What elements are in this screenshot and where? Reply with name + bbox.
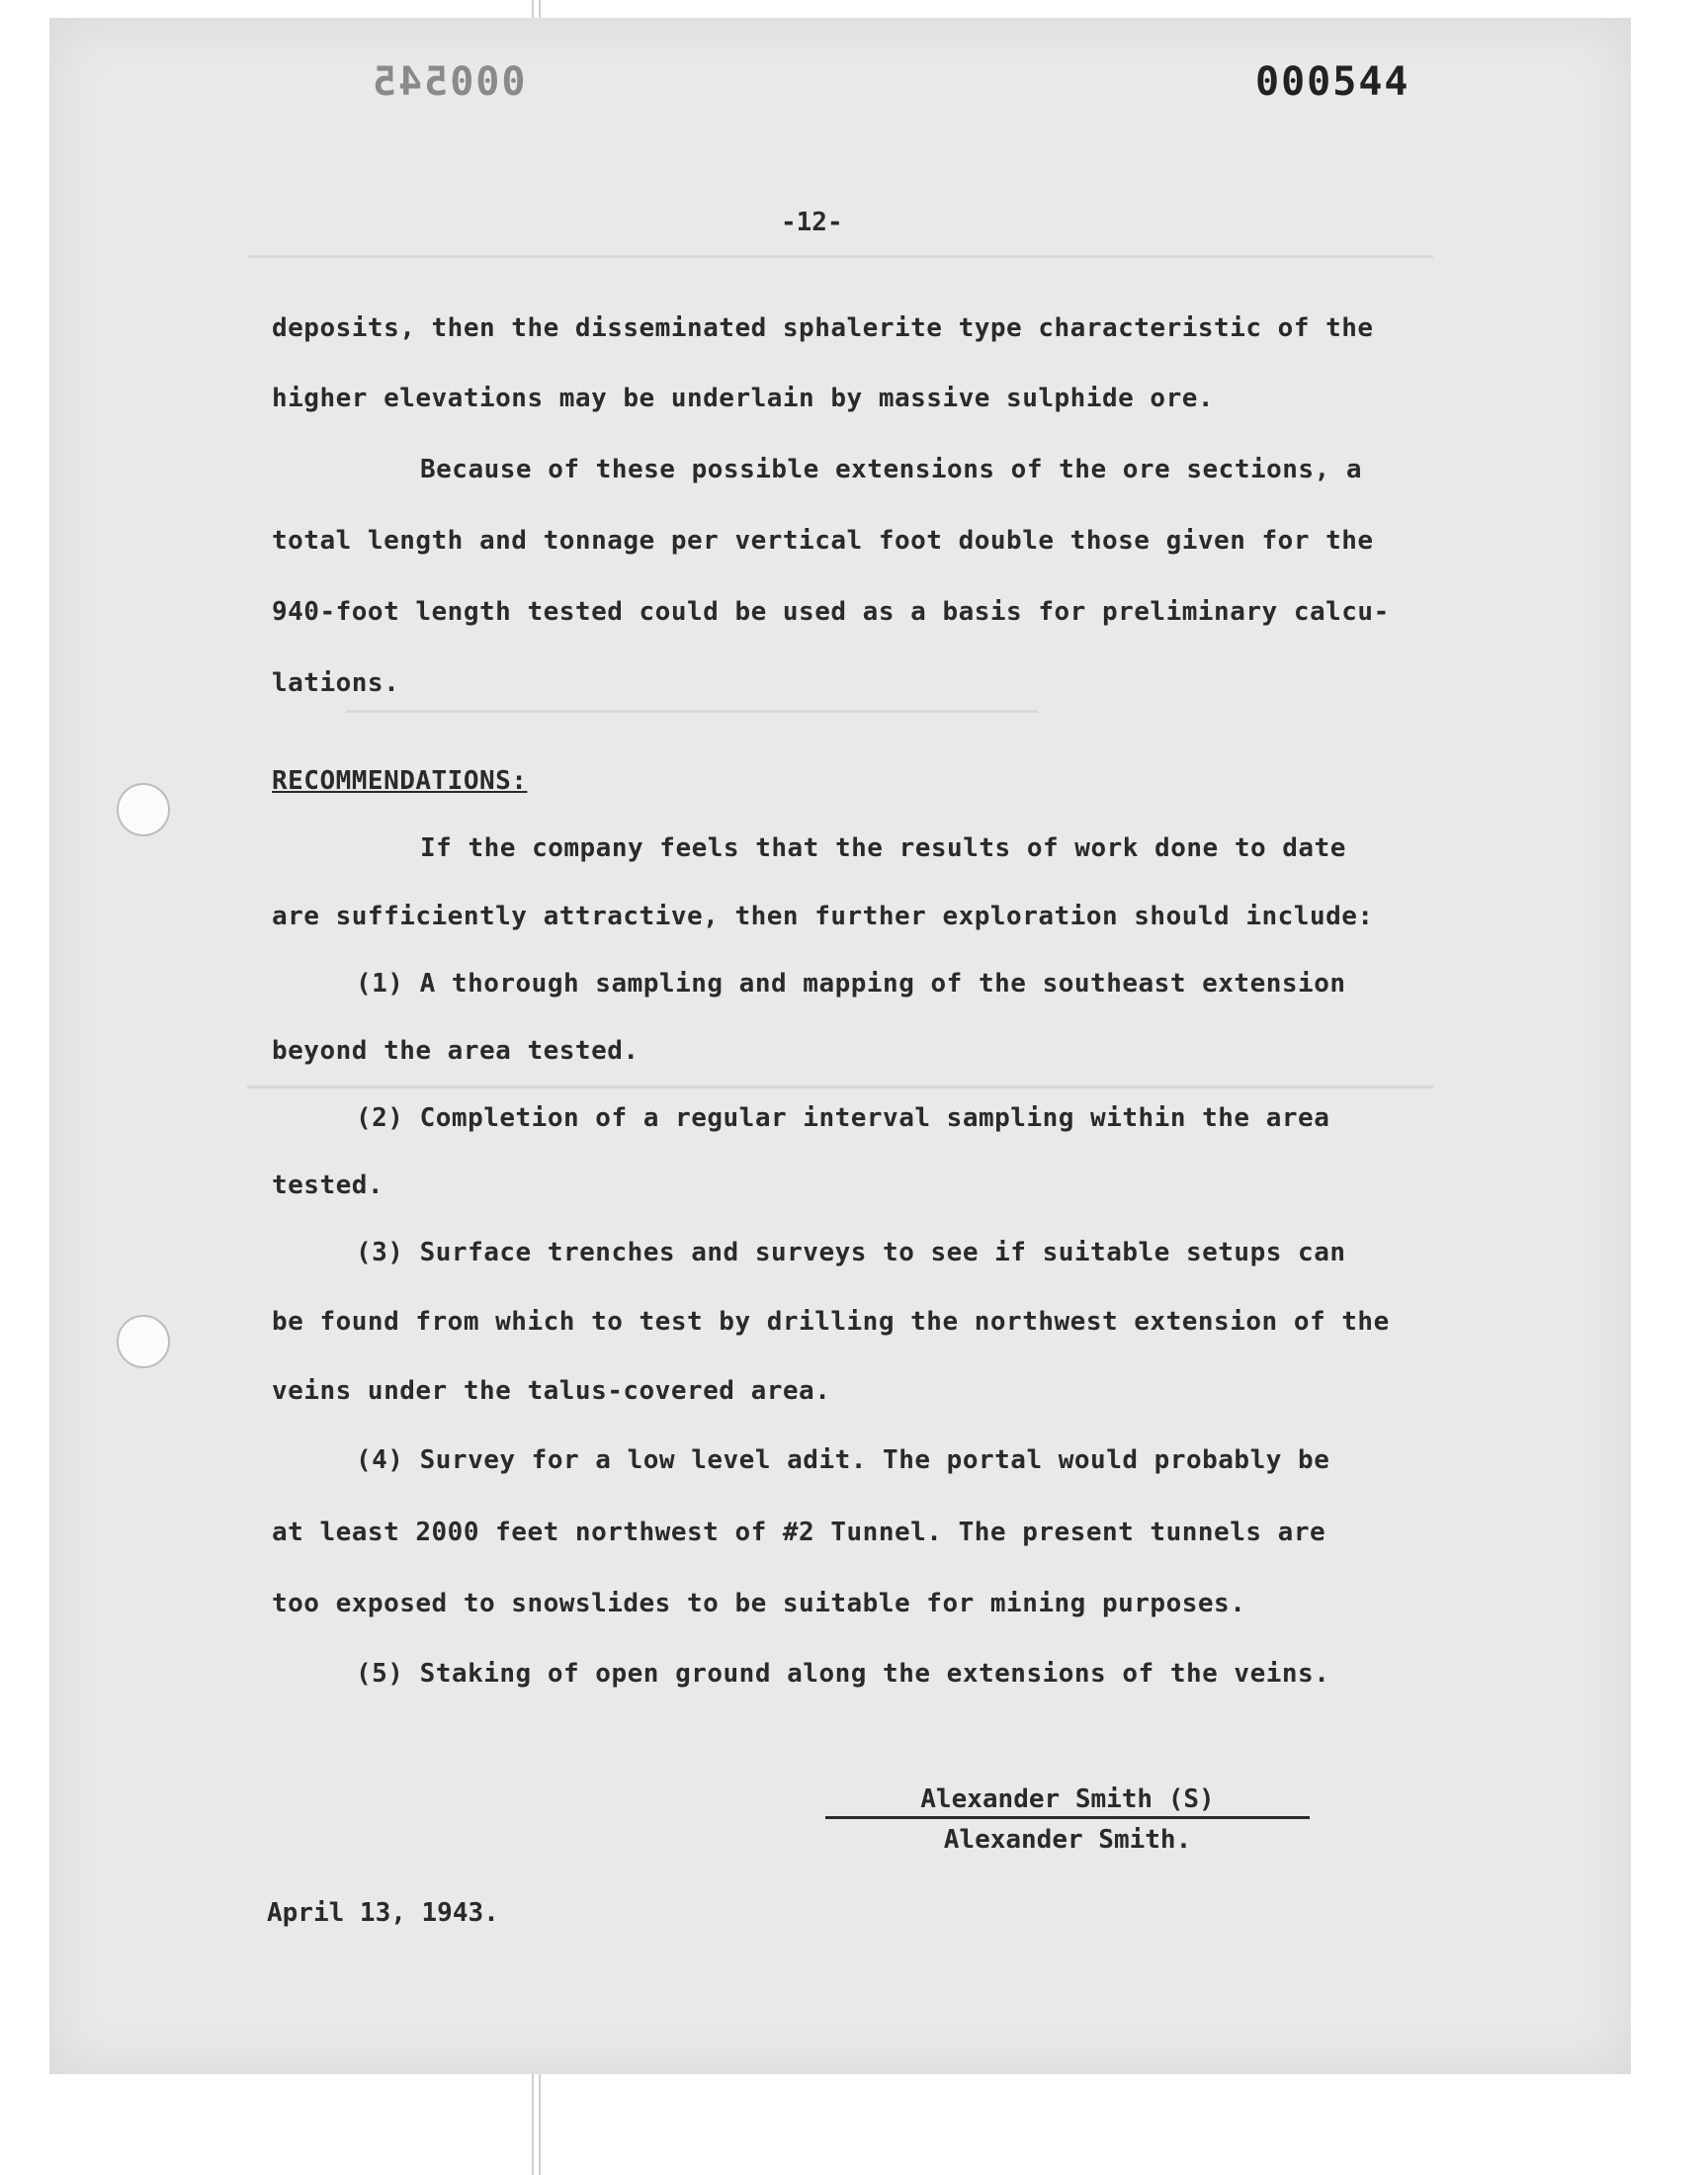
list-item: (3) Surface trenches and surveys to see if suitable setups can [356, 1238, 1346, 1267]
text-line: higher elevations may be underlain by massive sulphide ore. [272, 384, 1215, 413]
list-item: (1) A thorough sampling and mapping of the southeast extension [356, 969, 1346, 999]
punch-hole-top [117, 783, 170, 836]
bates-number: 000544 [1255, 59, 1410, 105]
signer-name: Alexander Smith. [943, 1825, 1192, 1855]
mirrored-bates-number: 000545 [371, 59, 526, 105]
text-line: at least 2000 feet northwest of #2 Tunnel. The present tunnels are [272, 1518, 1326, 1547]
document-date: April 13, 1943. [267, 1898, 499, 1928]
list-item: (2) Completion of a regular interval sampling within the area [356, 1103, 1330, 1133]
text-line: are sufficiently attractive, then further exploration should include: [272, 902, 1374, 931]
text-line: be found from which to test by drilling the northwest extension of the [272, 1307, 1390, 1337]
text-line: too exposed to snowslides to be suitable for mining purposes. [272, 1589, 1246, 1618]
list-item: (4) Survey for a low level adit. The portal would probably be [356, 1445, 1330, 1475]
text-line: deposits, then the disseminated sphalerite type characteristic of the [272, 313, 1374, 343]
text-line: beyond the area tested. [272, 1036, 640, 1066]
list-item: (5) Staking of open ground along the extensions of the veins. [356, 1659, 1330, 1689]
text-line: Because of these possible extensions of the ore sections, a [420, 455, 1363, 484]
text-line: veins under the talus-covered area. [272, 1376, 831, 1406]
text-line: total length and tonnage per vertical foot double those given for the [272, 526, 1374, 556]
text-line: lations. [272, 668, 400, 698]
signature-block [825, 1784, 1310, 1855]
text-line: 940-foot length tested could be used as a basis for preliminary calcu- [272, 597, 1390, 627]
text-line: If the company feels that the results of work done to date [420, 833, 1346, 863]
section-heading: RECOMMENDATIONS: [272, 766, 528, 796]
signature-line: Alexander Smith (S) [825, 1784, 1310, 1819]
text-line: tested. [272, 1171, 384, 1200]
punch-hole-bottom [117, 1315, 170, 1368]
page-label: -12- [781, 208, 843, 237]
